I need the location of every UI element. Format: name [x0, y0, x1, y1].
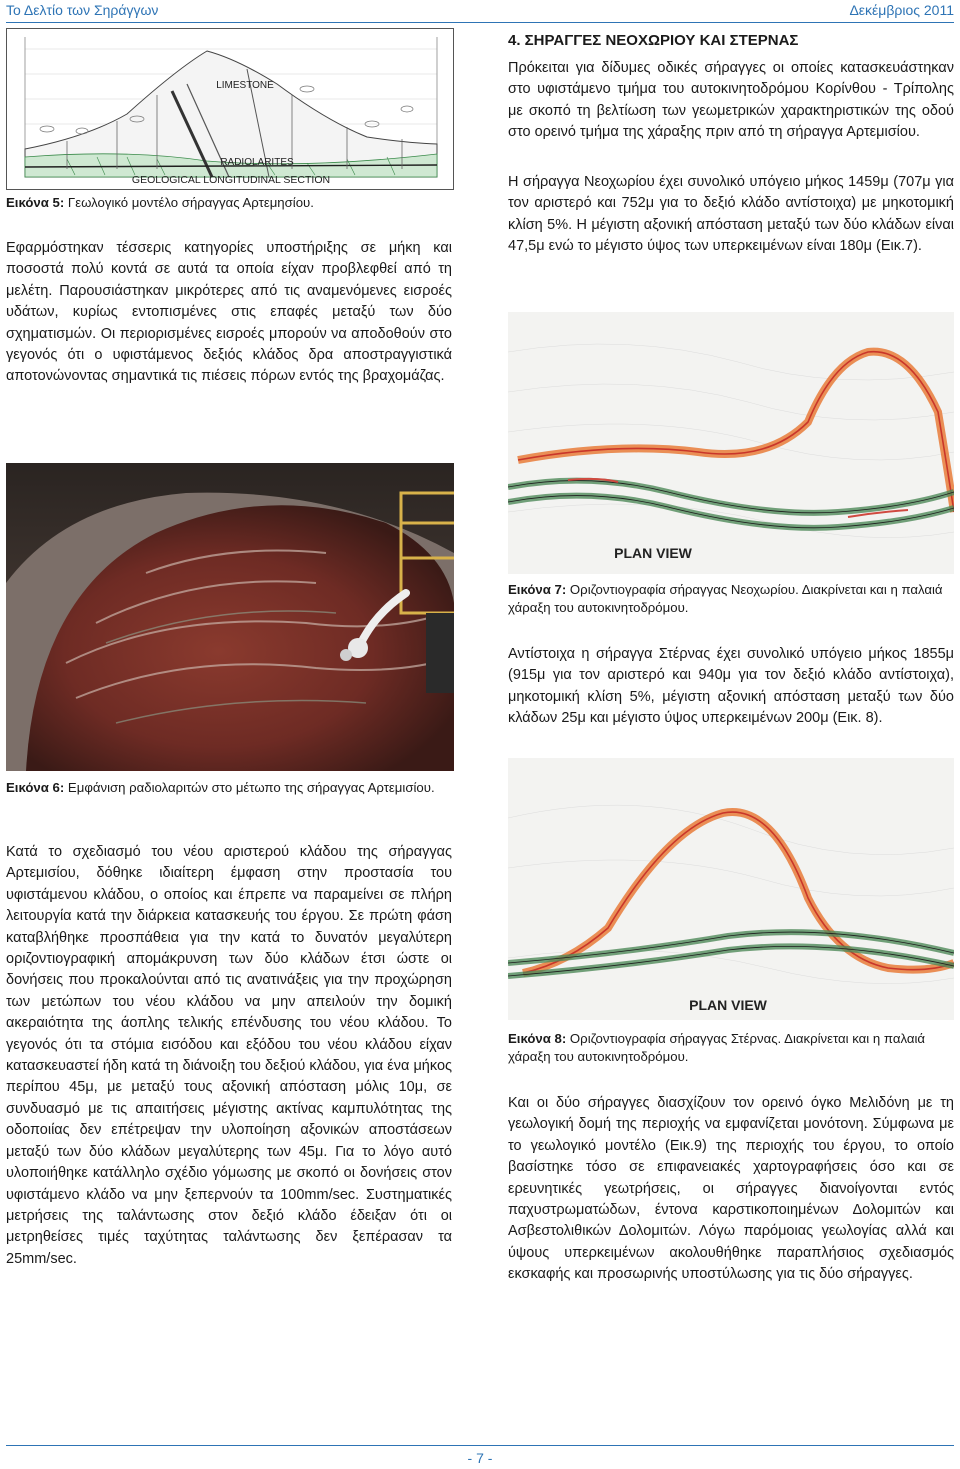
figure-6-tunnel-face-photo [6, 463, 454, 771]
figure-7-caption [508, 581, 954, 617]
neochori-plan-drawing [508, 312, 954, 574]
figure-6-caption-label: Εικόνα 6: [6, 780, 65, 795]
figure-6-caption-text: Εμφάνιση ραδιολαριτών στο μέτωπο της σήραγγας Αρτεμισίου. [64, 780, 435, 795]
radiolarites-label: RADIOLARITES [220, 157, 294, 168]
figure-8-caption-label: Εικόνα 8: [508, 1031, 567, 1046]
figure-5-geological-section [6, 28, 454, 190]
left-paragraph-1: Εφαρμόστηκαν τέσσερις κατηγορίες υποστήριξης σε μήκη και ποσοστά πολύ κοντά σε αυτά τα οποία είχαν προβλεφθεί από τη μελέτη. Παρουσιάστηκαν μικρότερες από τις αναμενόμενες εισροές υδάτων, κυρίως εντοπισμένες στις επαφές μεταξύ των δύο σχηματισμών. Οι περιορισμένες εισροές μπορούν να αποδοθούν στο γεγονός ότι ο υφιστάμενος δεξιός κλάδος δρα αποστραγγιστικά αποτονώνοντας σημαντικά τις πιέσεις πόρων εντός της βραχομάζας. [6, 240, 452, 385]
tunnel-face-illustration [6, 463, 454, 771]
footer-rule [6, 1445, 954, 1446]
figure-5-caption-text: Γεωλογικό μοντέλο σήραγγας Αρτεμησίου. [64, 195, 314, 210]
figure-5-caption [6, 194, 452, 212]
header-date: Δεκέμβριος 2011 [849, 2, 954, 18]
figure-8-caption [508, 1030, 954, 1066]
section-4-title: 4. ΣΗΡΑΓΓΕΣ ΝΕΟΧΩΡΙΟΥ ΚΑΙ ΣΤΕΡΝΑΣ [508, 32, 799, 49]
geological-section-drawing [7, 29, 453, 189]
left-paragraph-2: Κατά το σχεδιασμό του νέου αριστερού κλάδου της σήραγγας Αρτεμισίου, δόθηκε ιδιαίτερη έμφαση στην προστασία του υφιστάμενου κλάδου, ο οποίος και έπρεπε να παραμείνει σε πλήρη λειτουργία κατά την διάρκεια κατασκευής του έργου. Σε πρώτη φάση καταβλήθηκε προσπάθεια για την κατά το δυνατόν μεγαλύτερη οριζοντιογραφική απομάκρυνση των δύο κλάδων έτσι ώστε οι δονήσεις που προκαλούνται από τις ανατινάξεις για την προχώρηση των μετώπων του νέου κλάδου να μην απειλούν την δομική ακεραιότητα της άοπλης τελικής επένδυσης του νέου κλάδου. Το γεγονός ότι τα στόμια εισόδου και εξόδου του νέου κλάδου είχαν κατασκευαστεί ήδη κατά τη διάνοιξη του δεξιού κλάδου, για ένα μήκος περίπου 45μ, με μεταξύ τους αξονική απόσταση μόλις 10μ, σε συνδυασμό με τις απαιτήσεις μέγιστης ακτίνας καμπυλότητας της οδοποιίας δεν επέτρεψαν την υλοποίηση αξονικών αποστάσεων μεταξύ των δύο κλάδων μεγαλύτερης των 45μ. Για το λόγο αυτό υλοποιήθηκε κατάλληλο σχέδιο γόμωσης με σκοπό οι δονήσεις στον υφιστάμενο κλάδο να μην ξεπερνούν τα 100mm/sec. Συστηματικές μετρήσεις της ταλάντωσης στον δεξιό κλάδο έδειξαν ότι οι μετρηθείσες τιμές ταχύτητας ταλάντωσης δεν ξεπέρασαν τα 25mm/sec. [6, 844, 452, 1267]
header-rule [6, 22, 954, 23]
figure-8-caption-text: Οριζοντιογραφία σήραγγας Στέρνας. Διακρίνεται και η παλαιά χάραξη του αυτοκινητοδρόμου. [508, 1031, 926, 1064]
geological-section-title: GEOLOGICAL LONGITUDINAL SECTION [131, 174, 331, 186]
plan-view-label-fig7: PLAN VIEW [614, 545, 692, 561]
section-4-paragraph-1: Πρόκειται για δίδυμες οδικές σήραγγες οι οποίες κατασκευάστηκαν στο υφιστάμενο τμήμα του αυτοκινητοδρόμου Κορίνθου - Τρίπολης με σκοπό τη βελτίωση των γεωμετρικών χαρακτηριστικών της οδού στο ορεινό τμήμα της χάραξης πριν από τη σήραγγα Αρτεμισίου. [508, 60, 954, 141]
plan-view-label-fig8: PLAN VIEW [689, 997, 767, 1013]
right-paragraph-3: Αντίστοιχα η σήραγγα Στέρνας έχει συνολικό υπόγειο μήκος 1855μ (915μ για τον αριστερό και 940μ για τον δεξιό κλάδο αντίστοιχα), μηκοτομική κλίση 5%, μέγιστη αξονική απόσταση μεταξύ των δύο κλάδων 25μ και μέγιστο ύψος υπερκειμένων 200μ (Εικ. 8). [508, 646, 954, 727]
figure-5-caption-label: Εικόνα 5: [6, 195, 65, 210]
section-4-paragraph-2: Η σήραγγα Νεοχωρίου έχει συνολικό υπόγειο μήκος 1459μ (707μ για τον αριστερό και 752μ για το δεξιό κλάδο αντίστοιχα) με μηκοτομική κλίση 5%. Η μέγιστη αξονική απόσταση μεταξύ των δύο κλάδων είναι 47,5μ ενώ το μέγιστο ύψος των υπερκειμένων είναι 180μ (Εικ.7). [508, 174, 954, 255]
figure-7-caption-label: Εικόνα 7: [508, 582, 567, 597]
figure-7-plan-view [508, 312, 954, 574]
sterna-plan-drawing [508, 758, 954, 1020]
figure-7-caption-text: Οριζοντιογραφία σήραγγας Νεοχωρίου. Διακρίνεται και η παλαιά χάραξη του αυτοκινητοδρόμου. [508, 582, 943, 615]
page-number: - 7 - [467, 1450, 493, 1466]
header-title: Το Δελτίο των Σηράγγων [6, 2, 159, 18]
limestone-label: LIMESTONE [216, 80, 274, 91]
figure-6-caption [6, 779, 452, 797]
right-paragraph-4: Και οι δύο σήραγγες διασχίζουν τον ορεινό όγκο Μελιδόνη με τη γεωλογική δομή της περιοχής να εμφανίζεται μονότονη. Σύμφωνα με το γεωλογικό μοντέλο (Εικ.9) της περιοχής του έργου, το οποίο βασίστηκε τόσο σε επιφανειακές χαρτογραφήσεις όσο και σε ερευνητικές γεωτρήσεις, οι σήραγγες διανοίγονται εντός παχυστρωματώδων, έντονα καρστικοποιημένων Δολομιτών και Ασβεστολιθικών Δολομιτών. Λόγω παρόμοιας γεωλογίας αλλά και ύψους υπερκειμένων ακολουθήθηκε παραπλήσιος σχεδιασμός εκσκαφής και προσωρινής υποστύλωσης για τις δύο σήραγγες. [508, 1095, 954, 1283]
figure-8-plan-view [508, 758, 954, 1020]
